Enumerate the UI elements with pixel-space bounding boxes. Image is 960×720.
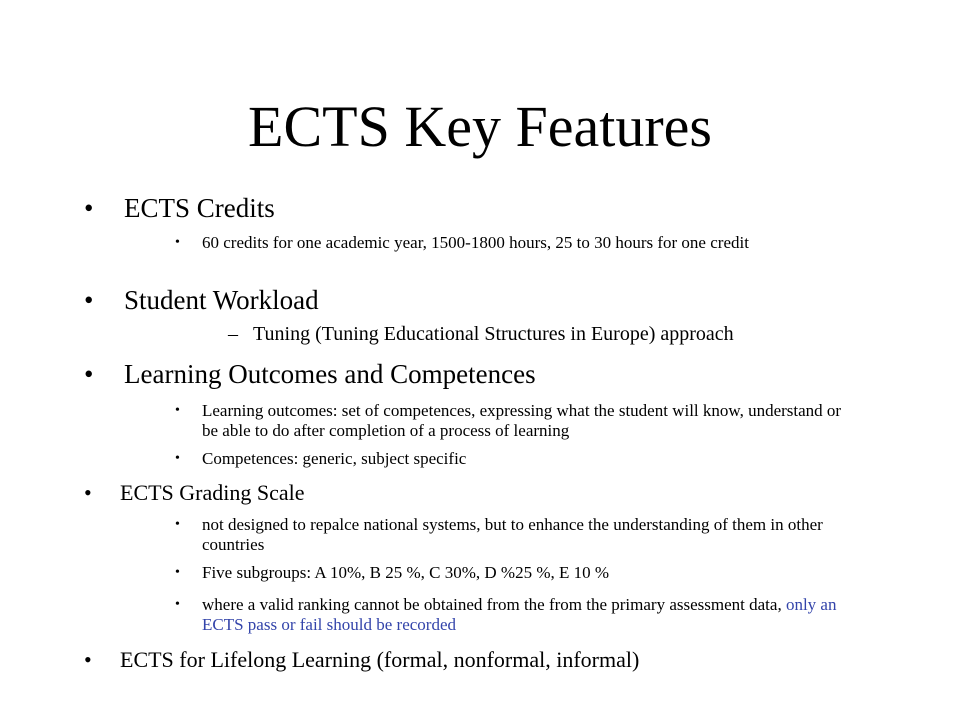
valid-ranking-paragraph xyxy=(202,595,842,635)
heading-grading-scale: ECTS Grading Scale xyxy=(120,480,305,505)
sub-bullet-credits-detail xyxy=(175,233,855,253)
valid-ranking-text: where a valid ranking cannot be obtained from the from the primary assessment data, xyxy=(202,595,782,614)
bullet-lifelong-learning xyxy=(84,647,944,673)
sub-bullet-five-subgroups xyxy=(175,563,855,583)
sub-bullet-marker: • xyxy=(175,451,180,466)
sub-bullet-not-designed xyxy=(175,515,875,555)
bullet-grading-scale xyxy=(84,480,904,506)
sub-bullet-competences xyxy=(175,449,855,469)
slide-title: ECTS Key Features xyxy=(248,94,712,159)
bullet-marker: • xyxy=(84,359,94,389)
not-designed-text: not designed to repalce national systems, but to enhance the understanding of them in other countries xyxy=(202,515,823,554)
sub-bullet-marker: • xyxy=(175,565,180,580)
credits-detail-text: 60 credits for one academic year, 1500-1800 hours, 25 to 30 hours for one credit xyxy=(202,233,749,252)
competences-text: Competences: generic, subject specific xyxy=(202,449,467,468)
bullet-marker: • xyxy=(84,193,94,223)
bullet-ects-credits xyxy=(84,192,904,224)
bullet-marker: • xyxy=(84,480,92,505)
sub-bullet-marker: • xyxy=(175,403,180,418)
sub-bullet-tuning xyxy=(228,322,908,346)
sub-bullet-marker: • xyxy=(175,235,180,250)
tuning-text: Tuning (Tuning Educational Structures in Europe) approach xyxy=(253,323,734,345)
bullet-marker: • xyxy=(84,285,94,315)
bullet-marker: • xyxy=(84,647,92,672)
sub-bullet-marker: • xyxy=(175,517,180,532)
sub-bullet-valid-ranking xyxy=(175,595,855,635)
sub-bullet-learning-outcomes xyxy=(175,401,855,441)
pass-fail-highlight: only an ECTS pass or fail should be recorded xyxy=(202,595,837,634)
five-subgroups-text: Five subgroups: A 10%, B 25 %, C 30%, D %25 %, E 10 % xyxy=(202,563,610,582)
heading-lifelong-learning: ECTS for Lifelong Learning (formal, nonformal, informal) xyxy=(120,647,640,672)
dash-marker: – xyxy=(228,323,238,345)
sub-bullet-marker: • xyxy=(175,597,180,612)
heading-student-workload: Student Workload xyxy=(124,285,319,315)
bullet-student-workload xyxy=(84,284,904,316)
bullet-learning-outcomes xyxy=(84,358,904,390)
heading-learning-outcomes: Learning Outcomes and Competences xyxy=(124,359,536,389)
learning-outcomes-text: Learning outcomes: set of competences, expressing what the student will know, understand or be able to do after completion of a process of learning xyxy=(202,401,842,440)
heading-ects-credits: ECTS Credits xyxy=(124,193,275,223)
